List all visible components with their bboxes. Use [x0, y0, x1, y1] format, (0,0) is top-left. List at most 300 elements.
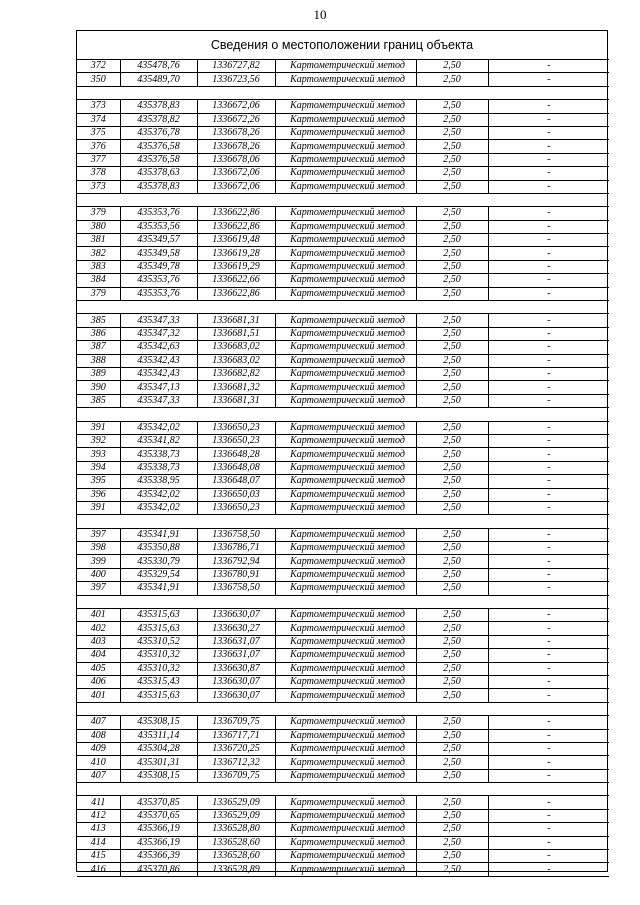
coord-x-cell: 435310,52 — [120, 635, 197, 648]
coord-x-cell: 435378,63 — [120, 167, 197, 180]
description-cell: - — [488, 662, 609, 675]
precision-cell: 2,50 — [416, 542, 488, 555]
description-cell: - — [488, 327, 609, 340]
precision-cell: 2,50 — [416, 622, 488, 635]
coord-x-cell: 435315,63 — [120, 609, 197, 622]
method-cell: Картометрический метод — [275, 809, 416, 822]
description-cell: - — [488, 742, 609, 755]
description-cell: - — [488, 354, 609, 367]
method-cell: Картометрический метод — [275, 850, 416, 863]
method-cell: Картометрический метод — [275, 649, 416, 662]
precision-cell: 2,50 — [416, 314, 488, 327]
table-row — [77, 461, 609, 474]
point-number-cell: 373 — [77, 180, 120, 193]
table-row — [77, 140, 609, 153]
description-cell: - — [488, 314, 609, 327]
point-number-cell: 408 — [77, 729, 120, 742]
table-row — [77, 582, 609, 595]
method-cell: Картометрический метод — [275, 729, 416, 742]
precision-cell: 2,50 — [416, 341, 488, 354]
precision-cell: 2,50 — [416, 796, 488, 809]
description-cell: - — [488, 622, 609, 635]
method-cell: Картометрический метод — [275, 756, 416, 769]
description-cell: - — [488, 220, 609, 233]
coord-y-cell: 1336528,60 — [197, 836, 275, 849]
coord-y-cell: 1336622,86 — [197, 287, 275, 300]
precision-cell: 2,50 — [416, 769, 488, 782]
coord-x-cell: 435378,83 — [120, 180, 197, 193]
precision-cell: 2,50 — [416, 247, 488, 260]
table-row — [77, 475, 609, 488]
table-row — [77, 448, 609, 461]
separator-cell — [77, 515, 609, 528]
method-cell: Картометрический метод — [275, 823, 416, 836]
coord-x-cell: 435366,19 — [120, 836, 197, 849]
method-cell: Картометрический метод — [275, 126, 416, 139]
description-cell: - — [488, 180, 609, 193]
precision-cell: 2,50 — [416, 167, 488, 180]
table-row — [77, 314, 609, 327]
point-number-cell: 390 — [77, 381, 120, 394]
method-cell: Картометрический метод — [275, 609, 416, 622]
description-cell: - — [488, 675, 609, 688]
precision-cell: 2,50 — [416, 367, 488, 380]
coord-y-cell: 1336648,08 — [197, 461, 275, 474]
coord-x-cell: 435347,33 — [120, 314, 197, 327]
method-cell: Картометрический метод — [275, 568, 416, 581]
description-cell: - — [488, 488, 609, 501]
description-cell: - — [488, 287, 609, 300]
table-row — [77, 207, 609, 220]
method-cell: Картометрический метод — [275, 675, 416, 688]
precision-cell: 2,50 — [416, 73, 488, 86]
coord-x-cell: 435311,14 — [120, 729, 197, 742]
table-row — [77, 220, 609, 233]
coord-x-cell: 435366,19 — [120, 823, 197, 836]
table-row — [77, 742, 609, 755]
coord-x-cell: 435376,58 — [120, 140, 197, 153]
coord-y-cell: 1336528,89 — [197, 863, 275, 876]
coord-y-cell: 1336681,31 — [197, 394, 275, 407]
method-cell: Картометрический метод — [275, 153, 416, 166]
coord-y-cell: 1336780,91 — [197, 568, 275, 581]
table-row — [77, 501, 609, 514]
description-cell: - — [488, 448, 609, 461]
point-number-cell: 395 — [77, 475, 120, 488]
coord-y-cell: 1336709,75 — [197, 769, 275, 782]
coord-x-cell: 435347,13 — [120, 381, 197, 394]
point-number-cell: 415 — [77, 850, 120, 863]
method-cell: Картометрический метод — [275, 475, 416, 488]
coord-x-cell: 435342,02 — [120, 501, 197, 514]
method-cell: Картометрический метод — [275, 689, 416, 702]
description-cell: - — [488, 73, 609, 86]
description-cell: - — [488, 850, 609, 863]
coord-y-cell: 1336622,86 — [197, 220, 275, 233]
table-row — [77, 73, 609, 86]
separator-cell — [77, 86, 609, 99]
separator-cell — [77, 408, 609, 421]
precision-cell: 2,50 — [416, 675, 488, 688]
table-row — [77, 126, 609, 139]
method-cell: Картометрический метод — [275, 367, 416, 380]
method-cell: Картометрический метод — [275, 260, 416, 273]
page-number: 10 — [313, 7, 327, 22]
table-row — [77, 689, 609, 702]
method-cell: Картометрический метод — [275, 73, 416, 86]
coord-x-cell: 435342,02 — [120, 421, 197, 434]
coord-y-cell: 1336650,23 — [197, 421, 275, 434]
coord-x-cell: 435370,65 — [120, 809, 197, 822]
coord-y-cell: 1336630,07 — [197, 689, 275, 702]
table-row — [77, 649, 609, 662]
precision-cell: 2,50 — [416, 742, 488, 755]
point-number-cell: 403 — [77, 635, 120, 648]
coord-y-cell: 1336682,82 — [197, 367, 275, 380]
precision-cell: 2,50 — [416, 662, 488, 675]
point-number-cell: 407 — [77, 769, 120, 782]
method-cell: Картометрический метод — [275, 742, 416, 755]
point-number-cell: 388 — [77, 354, 120, 367]
coord-y-cell: 1336672,06 — [197, 167, 275, 180]
method-cell: Картометрический метод — [275, 381, 416, 394]
point-number-cell: 401 — [77, 609, 120, 622]
table-row — [77, 769, 609, 782]
description-cell: - — [488, 809, 609, 822]
table-row — [77, 662, 609, 675]
description-cell: - — [488, 555, 609, 568]
table-row — [77, 180, 609, 193]
method-cell: Картометрический метод — [275, 769, 416, 782]
precision-cell: 2,50 — [416, 207, 488, 220]
point-number-cell: 372 — [77, 60, 120, 73]
point-number-cell: 396 — [77, 488, 120, 501]
separator-cell — [77, 783, 609, 796]
method-cell: Картометрический метод — [275, 113, 416, 126]
table-row — [77, 488, 609, 501]
precision-cell: 2,50 — [416, 461, 488, 474]
description-cell: - — [488, 461, 609, 474]
point-number-cell: 382 — [77, 247, 120, 260]
point-number-cell: 394 — [77, 461, 120, 474]
description-cell: - — [488, 649, 609, 662]
coord-y-cell: 1336650,23 — [197, 501, 275, 514]
point-number-cell: 381 — [77, 234, 120, 247]
coord-x-cell: 435353,76 — [120, 207, 197, 220]
point-number-cell: 385 — [77, 394, 120, 407]
coord-y-cell: 1336622,66 — [197, 274, 275, 287]
description-cell: - — [488, 823, 609, 836]
boundary-points-table — [77, 59, 609, 877]
separator-cell — [77, 702, 609, 715]
point-number-cell: 416 — [77, 863, 120, 876]
coord-x-cell: 435347,32 — [120, 327, 197, 340]
point-number-cell: 378 — [77, 167, 120, 180]
coord-y-cell: 1336672,26 — [197, 113, 275, 126]
coord-x-cell: 435478,76 — [120, 60, 197, 73]
description-cell: - — [488, 367, 609, 380]
coord-y-cell: 1336650,03 — [197, 488, 275, 501]
table-row — [77, 756, 609, 769]
table-row — [77, 716, 609, 729]
table-row — [77, 622, 609, 635]
point-number-cell: 391 — [77, 421, 120, 434]
point-number-cell: 413 — [77, 823, 120, 836]
precision-cell: 2,50 — [416, 582, 488, 595]
description-cell: - — [488, 836, 609, 849]
point-number-cell: 412 — [77, 809, 120, 822]
method-cell: Картометрический метод — [275, 421, 416, 434]
precision-cell: 2,50 — [416, 649, 488, 662]
table-row — [77, 287, 609, 300]
precision-cell: 2,50 — [416, 260, 488, 273]
method-cell: Картометрический метод — [275, 394, 416, 407]
method-cell: Картометрический метод — [275, 180, 416, 193]
coord-y-cell: 1336681,32 — [197, 381, 275, 394]
precision-cell: 2,50 — [416, 153, 488, 166]
description-cell: - — [488, 796, 609, 809]
coord-x-cell: 435349,57 — [120, 234, 197, 247]
method-cell: Картометрический метод — [275, 354, 416, 367]
point-number-cell: 386 — [77, 327, 120, 340]
table-row — [77, 394, 609, 407]
coord-x-cell: 435304,28 — [120, 742, 197, 755]
precision-cell: 2,50 — [416, 850, 488, 863]
coord-x-cell: 435370,86 — [120, 863, 197, 876]
point-number-cell: 399 — [77, 555, 120, 568]
table-row — [77, 381, 609, 394]
table-row — [77, 113, 609, 126]
coord-y-cell: 1336648,28 — [197, 448, 275, 461]
precision-cell: 2,50 — [416, 220, 488, 233]
point-number-cell: 405 — [77, 662, 120, 675]
coord-x-cell: 435349,58 — [120, 247, 197, 260]
precision-cell: 2,50 — [416, 501, 488, 514]
coord-y-cell: 1336630,87 — [197, 662, 275, 675]
point-number-cell: 402 — [77, 622, 120, 635]
description-cell: - — [488, 140, 609, 153]
point-number-cell: 374 — [77, 113, 120, 126]
coord-x-cell: 435366,39 — [120, 850, 197, 863]
table-row — [77, 327, 609, 340]
description-cell: - — [488, 689, 609, 702]
coord-x-cell: 435338,95 — [120, 475, 197, 488]
table-row — [77, 823, 609, 836]
group-separator — [77, 193, 609, 206]
point-number-cell: 380 — [77, 220, 120, 233]
coord-y-cell: 1336619,29 — [197, 260, 275, 273]
precision-cell: 2,50 — [416, 140, 488, 153]
precision-cell: 2,50 — [416, 863, 488, 876]
coord-y-cell: 1336758,50 — [197, 528, 275, 541]
point-number-cell: 401 — [77, 689, 120, 702]
coord-y-cell: 1336678,06 — [197, 153, 275, 166]
description-cell: - — [488, 247, 609, 260]
method-cell: Картометрический метод — [275, 167, 416, 180]
coord-x-cell: 435342,43 — [120, 354, 197, 367]
method-cell: Картометрический метод — [275, 60, 416, 73]
precision-cell: 2,50 — [416, 488, 488, 501]
table-row — [77, 354, 609, 367]
table-row — [77, 260, 609, 273]
table-wrap — [77, 59, 607, 877]
precision-cell: 2,50 — [416, 528, 488, 541]
table-row — [77, 850, 609, 863]
coord-x-cell: 435341,91 — [120, 528, 197, 541]
coord-y-cell: 1336648,07 — [197, 475, 275, 488]
method-cell: Картометрический метод — [275, 622, 416, 635]
point-number-cell: 398 — [77, 542, 120, 555]
coord-x-cell: 435349,78 — [120, 260, 197, 273]
coord-y-cell: 1336529,09 — [197, 796, 275, 809]
description-cell: - — [488, 421, 609, 434]
coord-x-cell: 435376,78 — [120, 126, 197, 139]
table-row — [77, 434, 609, 447]
precision-cell: 2,50 — [416, 287, 488, 300]
point-number-cell: 391 — [77, 501, 120, 514]
method-cell: Картометрический метод — [275, 434, 416, 447]
precision-cell: 2,50 — [416, 113, 488, 126]
coord-y-cell: 1336678,26 — [197, 126, 275, 139]
coord-x-cell: 435341,82 — [120, 434, 197, 447]
method-cell: Картометрический метод — [275, 448, 416, 461]
coord-y-cell: 1336723,56 — [197, 73, 275, 86]
table-row — [77, 635, 609, 648]
coord-y-cell: 1336709,75 — [197, 716, 275, 729]
point-number-cell: 409 — [77, 742, 120, 755]
method-cell: Картометрический метод — [275, 542, 416, 555]
point-number-cell: 389 — [77, 367, 120, 380]
coord-x-cell: 435342,63 — [120, 341, 197, 354]
group-separator — [77, 595, 609, 608]
group-separator — [77, 783, 609, 796]
precision-cell: 2,50 — [416, 836, 488, 849]
method-cell: Картометрический метод — [275, 796, 416, 809]
table-row — [77, 100, 609, 113]
coord-x-cell: 435338,73 — [120, 461, 197, 474]
point-number-cell: 377 — [77, 153, 120, 166]
coord-y-cell: 1336529,09 — [197, 809, 275, 822]
table-row — [77, 60, 609, 73]
coord-x-cell: 435310,32 — [120, 649, 197, 662]
table-row — [77, 729, 609, 742]
table-row — [77, 341, 609, 354]
method-cell: Картометрический метод — [275, 555, 416, 568]
table-row — [77, 153, 609, 166]
coord-x-cell: 435347,33 — [120, 394, 197, 407]
method-cell: Картометрический метод — [275, 274, 416, 287]
description-cell: - — [488, 207, 609, 220]
precision-cell: 2,50 — [416, 60, 488, 73]
coord-y-cell: 1336786,71 — [197, 542, 275, 555]
description-cell: - — [488, 528, 609, 541]
description-cell: - — [488, 475, 609, 488]
method-cell: Картометрический метод — [275, 501, 416, 514]
method-cell: Картометрический метод — [275, 327, 416, 340]
method-cell: Картометрический метод — [275, 836, 416, 849]
coord-y-cell: 1336681,31 — [197, 314, 275, 327]
coord-y-cell: 1336792,94 — [197, 555, 275, 568]
point-number-cell: 376 — [77, 140, 120, 153]
point-number-cell: 375 — [77, 126, 120, 139]
method-cell: Картометрический метод — [275, 461, 416, 474]
precision-cell: 2,50 — [416, 475, 488, 488]
method-cell: Картометрический метод — [275, 341, 416, 354]
coord-x-cell: 435330,79 — [120, 555, 197, 568]
coord-y-cell: 1336528,60 — [197, 850, 275, 863]
method-cell: Картометрический метод — [275, 287, 416, 300]
coord-y-cell: 1336630,07 — [197, 609, 275, 622]
table-row — [77, 796, 609, 809]
precision-cell: 2,50 — [416, 126, 488, 139]
description-cell: - — [488, 635, 609, 648]
method-cell: Картометрический метод — [275, 662, 416, 675]
point-number-cell: 404 — [77, 649, 120, 662]
separator-cell — [77, 193, 609, 206]
method-cell: Картометрический метод — [275, 247, 416, 260]
coord-x-cell: 435315,43 — [120, 675, 197, 688]
group-separator — [77, 408, 609, 421]
coord-x-cell: 435341,91 — [120, 582, 197, 595]
precision-cell: 2,50 — [416, 635, 488, 648]
method-cell: Картометрический метод — [275, 234, 416, 247]
description-cell: - — [488, 769, 609, 782]
description-cell: - — [488, 729, 609, 742]
precision-cell: 2,50 — [416, 434, 488, 447]
point-number-cell: 414 — [77, 836, 120, 849]
coord-x-cell: 435350,88 — [120, 542, 197, 555]
description-cell: - — [488, 234, 609, 247]
point-number-cell: 384 — [77, 274, 120, 287]
coord-y-cell: 1336528,80 — [197, 823, 275, 836]
coord-y-cell: 1336758,50 — [197, 582, 275, 595]
method-cell: Картометрический метод — [275, 863, 416, 876]
coord-x-cell: 435315,63 — [120, 622, 197, 635]
coord-x-cell: 435353,76 — [120, 287, 197, 300]
coord-y-cell: 1336672,06 — [197, 100, 275, 113]
point-number-cell: 407 — [77, 716, 120, 729]
point-number-cell: 411 — [77, 796, 120, 809]
precision-cell: 2,50 — [416, 809, 488, 822]
method-cell: Картометрический метод — [275, 140, 416, 153]
group-separator — [77, 515, 609, 528]
coord-y-cell: 1336631,07 — [197, 649, 275, 662]
description-cell: - — [488, 542, 609, 555]
coord-y-cell: 1336619,28 — [197, 247, 275, 260]
method-cell: Картометрический метод — [275, 582, 416, 595]
point-number-cell: 385 — [77, 314, 120, 327]
coord-x-cell: 435338,73 — [120, 448, 197, 461]
precision-cell: 2,50 — [416, 394, 488, 407]
table-row — [77, 555, 609, 568]
table-row — [77, 367, 609, 380]
coord-y-cell: 1336683,02 — [197, 341, 275, 354]
coord-y-cell: 1336720,25 — [197, 742, 275, 755]
point-number-cell: 379 — [77, 207, 120, 220]
table-row — [77, 836, 609, 849]
coord-x-cell: 435353,56 — [120, 220, 197, 233]
coord-y-cell: 1336650,23 — [197, 434, 275, 447]
coord-y-cell: 1336622,86 — [197, 207, 275, 220]
point-number-cell: 397 — [77, 528, 120, 541]
precision-cell: 2,50 — [416, 354, 488, 367]
coordinates-table-frame — [76, 30, 608, 875]
description-cell: - — [488, 341, 609, 354]
method-cell: Картометрический метод — [275, 488, 416, 501]
coord-y-cell: 1336712,32 — [197, 756, 275, 769]
method-cell: Картометрический метод — [275, 635, 416, 648]
separator-cell — [77, 595, 609, 608]
